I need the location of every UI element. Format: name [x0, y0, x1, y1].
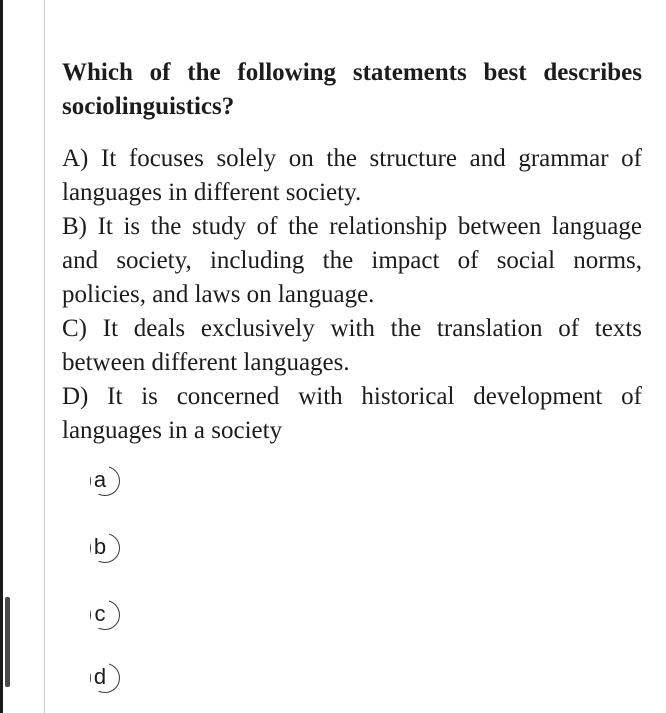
- question-text: Which of the following statements best describes sociolinguistics?: [62, 59, 642, 120]
- option-a-text: A) It focuses solely on the structure and grammar of languages in different society.: [62, 145, 642, 206]
- scroll-indicator[interactable]: [5, 597, 10, 687]
- window-left-border: [0, 0, 3, 713]
- radio-choice-d[interactable]: [85, 663, 125, 693]
- radio-choice-b[interactable]: [85, 533, 125, 563]
- option-b-text: B) It is the study of the relationship between language and society, including the impact of social norms, policies, and laws on language.: [62, 213, 642, 308]
- option-c-text: C) It deals exclusively with the translation of texts between different languages.: [62, 315, 642, 376]
- radio-choice-label: a: [91, 466, 109, 494]
- options-list: [62, 142, 642, 448]
- option-d-text: D) It is concerned with historical development of languages in a society: [62, 383, 642, 444]
- radio-choice-a[interactable]: [85, 466, 125, 496]
- radio-choice-label: b: [91, 533, 109, 561]
- radio-choice-label: d: [91, 663, 109, 691]
- radio-choice-c[interactable]: [85, 600, 125, 630]
- radio-choice-label: c: [91, 600, 109, 628]
- question-content: [62, 56, 642, 448]
